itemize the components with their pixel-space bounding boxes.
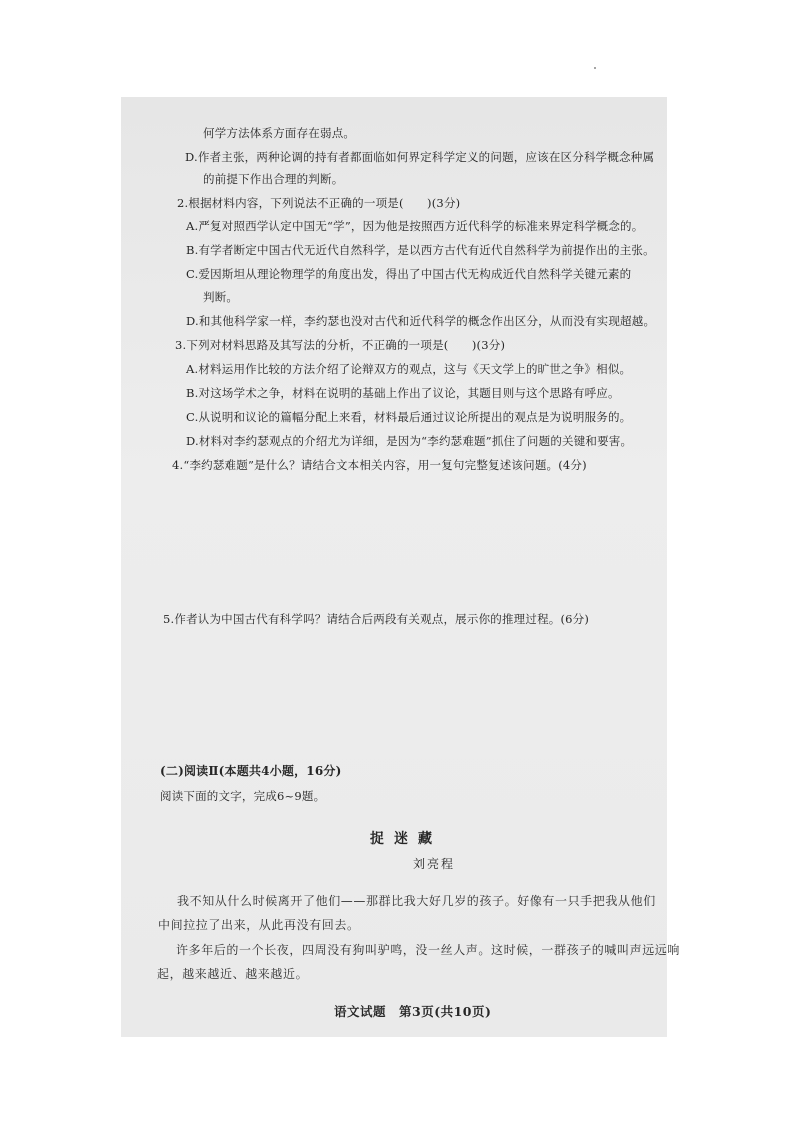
question-3-option-d: D.材料对李约瑟观点的介绍尤为详细，是因为“李约瑟难题”抓住了问题的关键和要害。 [186, 434, 633, 448]
option-c-continuation: 何学方法体系方面存在弱点。 [203, 126, 356, 140]
question-3-option-a: A.材料运用作比较的方法介绍了论辩双方的观点，这与《天文学上的旷世之争》相似。 [186, 362, 632, 376]
question-2-option-c-line1: C.爱因斯坦从理论物理学的角度出发，得出了中国古代无构成近代自然科学关键元素的 [186, 267, 632, 281]
story-title: 捉迷藏 [370, 831, 442, 847]
question-2-option-d: D.和其他科学家一样，李约瑟也没对古代和近代科学的概念作出区分，从而没有实现超越。 [186, 314, 656, 328]
scan-speck [594, 67, 596, 69]
option-d-line1: D.作者主张，两种论调的持有者都面临如何界定科学定义的问题，应该在区分科学概念种属 [185, 150, 655, 164]
section-heading: (二)阅读Ⅱ(本题共4小题，16分) [160, 764, 342, 778]
story-paragraph-1-line1: 我不知从什么时候离开了他们——那群比我大好几岁的孩子。好像有一只手把我从他们 [177, 894, 656, 908]
question-3-option-c: C.从说明和议论的篇幅分配上来看，材料最后通过议论所提出的观点是为说明服务的。 [186, 410, 632, 424]
question-3-option-b: B.对这场学术之争，材料在说明的基础上作出了议论，其题目则与这个思路有呼应。 [186, 386, 620, 400]
section-instructions: 阅读下面的文字，完成6~9题。 [160, 789, 326, 803]
page-footer: 语文试题 第3页(共10页) [334, 1004, 492, 1019]
story-author: 刘亮程 [413, 857, 456, 871]
option-d-line2: 的前提下作出合理的判断。 [203, 172, 344, 186]
question-2-option-a: A.严复对照西学认定中国无“学”，因为他是按照西方近代科学的标准来界定科学概念的。 [186, 219, 644, 233]
question-4: 4.“李约瑟难题”是什么？请结合文本相关内容，用一复句完整复述该问题。(4分) [172, 458, 587, 472]
question-2: 2.根据材料内容，下列说法不正确的一项是( )(3分) [177, 196, 461, 210]
question-2-option-b: B.有学者断定中国古代无近代自然科学，是以西方古代有近代自然科学为前提作出的主张。 [186, 243, 655, 257]
question-3: 3.下列对材料思路及其写法的分析，不正确的一项是( )(3分) [175, 338, 506, 352]
story-paragraph-2-line2: 起，越来越近、越来越近。 [157, 967, 309, 981]
story-paragraph-2-line1: 许多年后的一个长夜，四周没有狗叫驴鸣，没一丝人声。这时候，一群孩子的喊叫声远远响 [176, 943, 681, 957]
question-5: 5.作者认为中国古代有科学吗？请结合后两段有关观点，展示你的推理过程。(6分) [163, 612, 590, 626]
story-paragraph-1-line2: 中间拉拉了出来，从此再没有回去。 [158, 918, 360, 932]
question-2-option-c-line2: 判断。 [203, 290, 239, 304]
